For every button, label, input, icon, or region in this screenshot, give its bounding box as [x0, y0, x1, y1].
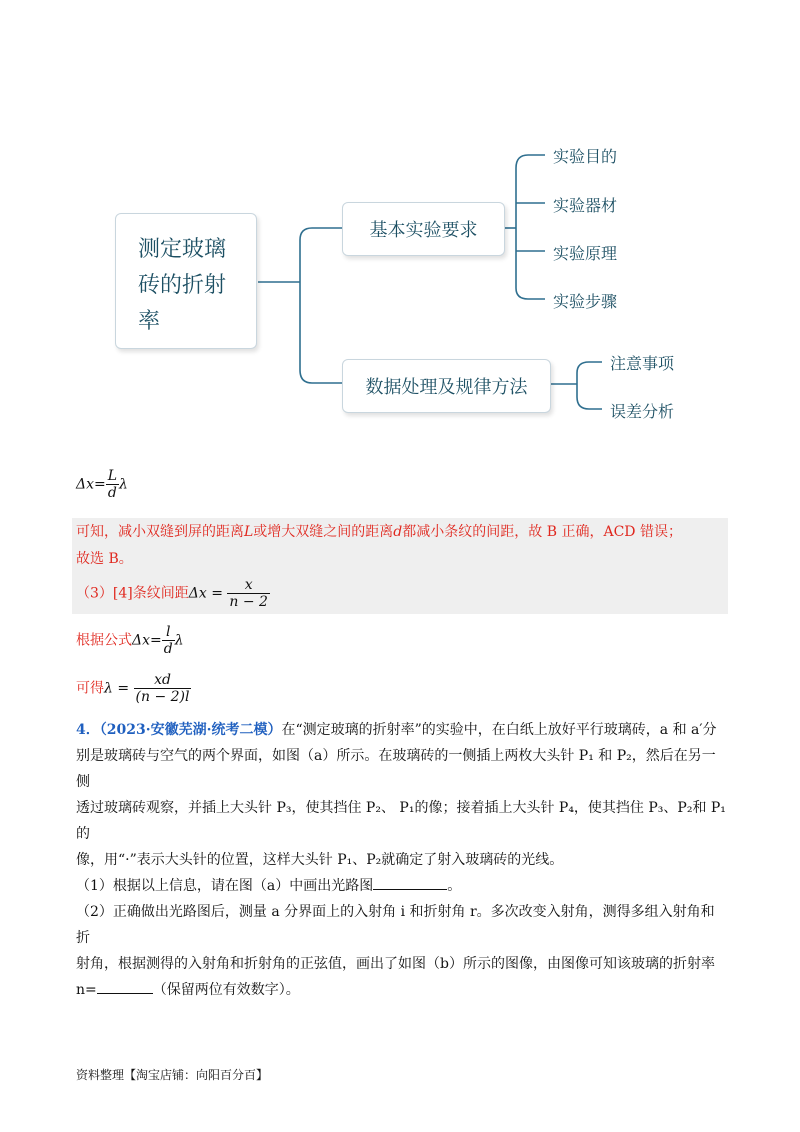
connector-trunk [300, 228, 342, 383]
result-label: 可得 [76, 680, 104, 697]
part3-fraction [227, 577, 270, 610]
q4-n-blank[interactable] [97, 993, 153, 994]
red-text-c: 都减小条纹的间距，故 B 正确，ACD 错误； [402, 524, 682, 540]
red-text-a: 可知，减小双缝到屏的距离 [76, 524, 244, 540]
result-num: xd [134, 672, 192, 689]
branch-data-processing [342, 359, 551, 413]
formula2-fraction [162, 624, 175, 657]
q4-stem-1: 在“测定玻璃的折射率”的实验中，在白纸上放好平行玻璃砖，a 和 a′分 [281, 722, 717, 738]
leaf-error-analysis: 误差分析 [610, 402, 675, 421]
result-lhs: λ = [104, 680, 130, 697]
leaf-precautions: 注意事项 [610, 354, 675, 373]
leaf-purpose: 实验目的 [553, 147, 618, 166]
red-L: L [244, 524, 254, 540]
q4-part1-end: 。 [447, 878, 462, 894]
part3-line [76, 577, 270, 610]
q4-n-label: n= [76, 982, 97, 998]
answer-red-line-2: 故选 B。 [76, 551, 133, 567]
branch-data-label: 数据处理及规律方法 [365, 377, 528, 398]
formula2-num: l [162, 624, 175, 641]
formula-delta-x [76, 468, 128, 501]
root-line-3: 率 [138, 309, 161, 334]
q4-source: （2023·安徽芜湖·统考二模） [99, 722, 282, 738]
root-line-2: 砖的折射 [138, 273, 227, 298]
q4-part-2c [76, 977, 728, 1003]
q4-part-2a: （2）正确做出光路图后，测量 a 分界面上的入射角 i 和折射角 r。多次改变入射角，测得多组入射角和折 [76, 904, 715, 946]
answer-red-line-1 [76, 521, 682, 543]
formula1-tail: λ [119, 476, 128, 493]
part3-label: （3）[4]条纹间距 [76, 585, 189, 602]
q4-line-2: 别是玻璃砖与空气的两个界面，如图（a）所示。在玻璃砖的一侧插上两枚大头针 P₁ 和 P₂，然后在另一侧 [76, 748, 716, 790]
leaf-steps: 实验步骤 [553, 292, 618, 311]
formula1-lhs: Δx= [76, 476, 106, 493]
formula2-lhs: Δx= [132, 632, 162, 649]
connector-branch2-spine [577, 362, 602, 409]
q4-line-1 [76, 717, 728, 743]
connector-branch1-spine [516, 155, 545, 299]
formula1-num: L [107, 468, 118, 484]
q4-part-2b: 射角，根据测得的入射角和折射角的正弦值，画出了如图（b）所示的图像，由图像可知该玻璃的折射率 [76, 956, 715, 972]
q4-number: 4． [76, 722, 100, 738]
formula2-tail: λ [174, 632, 184, 649]
mindmap [0, 0, 800, 460]
part3-lhs: Δx = [188, 585, 223, 602]
q4-part1-text: （1）根据以上信息，请在图（a）中画出光路图 [76, 878, 374, 894]
leaf-equipment: 实验器材 [553, 196, 618, 215]
result-line [76, 672, 191, 705]
result-fraction [134, 672, 192, 705]
leaf-principle: 实验原理 [553, 244, 618, 263]
part3-den: n − 2 [229, 594, 268, 610]
q4-part2c-post: （保留两位有效数字）。 [152, 982, 300, 998]
formula-line-2 [76, 624, 184, 657]
result-den: (n − 2)l [135, 689, 190, 705]
q4-part-1 [76, 873, 728, 899]
branch-basic-requirements [342, 202, 505, 256]
formula2-den: d [163, 641, 173, 657]
branch-basic-label: 基本实验要求 [369, 220, 478, 241]
formula2-label: 根据公式 [76, 632, 132, 649]
footer-note: 资料整理【淘宝店铺：向阳百分百】 [76, 1068, 269, 1082]
formula1-den: d [107, 485, 117, 501]
part3-num: x [227, 577, 270, 594]
red-d: d [393, 524, 403, 540]
question-4 [76, 717, 728, 1003]
q4-line-3: 透过玻璃砖观察，并插上大头针 P₃，使其挡住 P₂、 P₁的像；接着插上大头针 P₄，使其挡住 P₃、P₂和 P₁的 [76, 800, 726, 842]
formula1-fraction [106, 468, 119, 501]
mindmap-root-node [115, 213, 257, 349]
q4-line-4: 像，用“·”表示大头针的位置，这样大头针 P₁、P₂就确定了射入玻璃砖的光线。 [76, 852, 564, 868]
root-line-1: 测定玻璃 [138, 237, 227, 262]
red-text-b: 或增大双缝之间的距离 [253, 524, 394, 540]
q4-part1-blank[interactable] [373, 889, 447, 890]
